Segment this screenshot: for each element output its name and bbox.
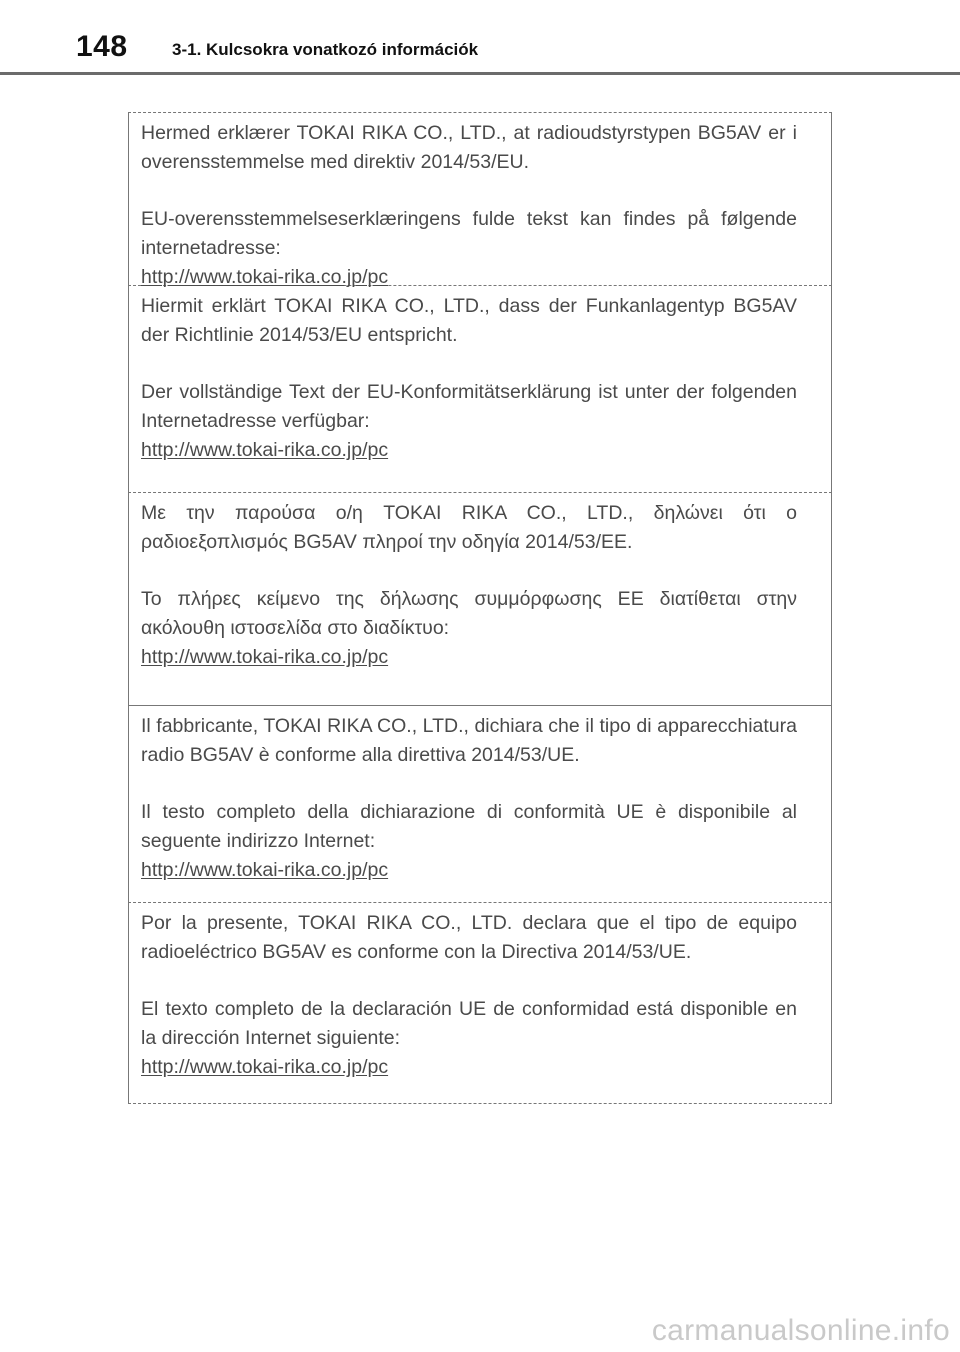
declaration-statement: Hiermit erklärt TOKAI RIKA CO., LTD., dass der Funkanlagentyp BG5AV der Richtlinie 2014/53/EU entspricht. — [141, 295, 797, 346]
declaration-statement: Hermed erklærer TOKAI RIKA CO., LTD., at radioudstyrstypen BG5AV er i overensstemmelse med direktiv 2014/53/EU. — [141, 122, 797, 173]
declaration-availability: Το πλήρες κείμενο της δήλωσης συμμόρφωσης ΕΕ διατίθεται στην ακόλουθη ιστοσελίδα στο διαδίκτυο: — [141, 588, 797, 639]
declaration-availability: El texto completo de la declaración UE de conformidad está disponible en la dirección Internet siguiente: — [141, 998, 797, 1049]
declaration-statement: Με την παρούσα ο/η TOKAI RIKA CO., LTD., δηλώνει ότι ο ραδιοεξοπλισμός BG5AV πληροί την οδηγία 2014/53/ΕΕ. — [141, 502, 797, 553]
declaration-url-link[interactable]: http://www.tokai-rika.co.jp/pc — [141, 859, 389, 881]
declarations-box — [128, 112, 832, 1104]
declaration-url-link[interactable]: http://www.tokai-rika.co.jp/pc — [141, 439, 389, 461]
declaration-german — [128, 286, 832, 493]
declaration-availability: Il testo completo della dichiarazione di conformità UE è disponibile al seguente indirizzo Internet: — [141, 801, 797, 852]
declaration-danish — [128, 113, 832, 286]
declaration-availability: Der vollständige Text der EU-Konformitätserklärung ist unter der folgenden Internetadresse verfügbar: — [141, 381, 797, 432]
declaration-spanish — [128, 903, 832, 1104]
declaration-statement: Il fabbricante, TOKAI RIKA CO., LTD., dichiara che il tipo di apparecchiatura radio BG5AV è conforme alla direttiva 2014/53/UE. — [141, 715, 797, 766]
page-header — [0, 0, 960, 80]
page-number: 148 — [76, 30, 128, 63]
declaration-availability: EU-overensstemmelseserklæringens fulde tekst kan findes på følgende internetadresse: — [141, 208, 797, 259]
declaration-url-link[interactable]: http://www.tokai-rika.co.jp/pc — [141, 1056, 389, 1078]
declaration-italian — [128, 706, 832, 903]
declaration-url-link[interactable]: http://www.tokai-rika.co.jp/pc — [141, 266, 389, 288]
site-watermark: carmanualsonline.info — [651, 1314, 950, 1347]
declaration-url-link[interactable]: http://www.tokai-rika.co.jp/pc — [141, 646, 389, 668]
section-title: 3-1. Kulcsokra vonatkozó információk — [172, 40, 479, 59]
header-divider — [0, 72, 960, 75]
declaration-statement: Por la presente, TOKAI RIKA CO., LTD. declara que el tipo de equipo radioeléctrico BG5AV es conforme con la Directiva 2014/53/UE. — [141, 912, 797, 963]
declaration-greek — [128, 493, 832, 706]
